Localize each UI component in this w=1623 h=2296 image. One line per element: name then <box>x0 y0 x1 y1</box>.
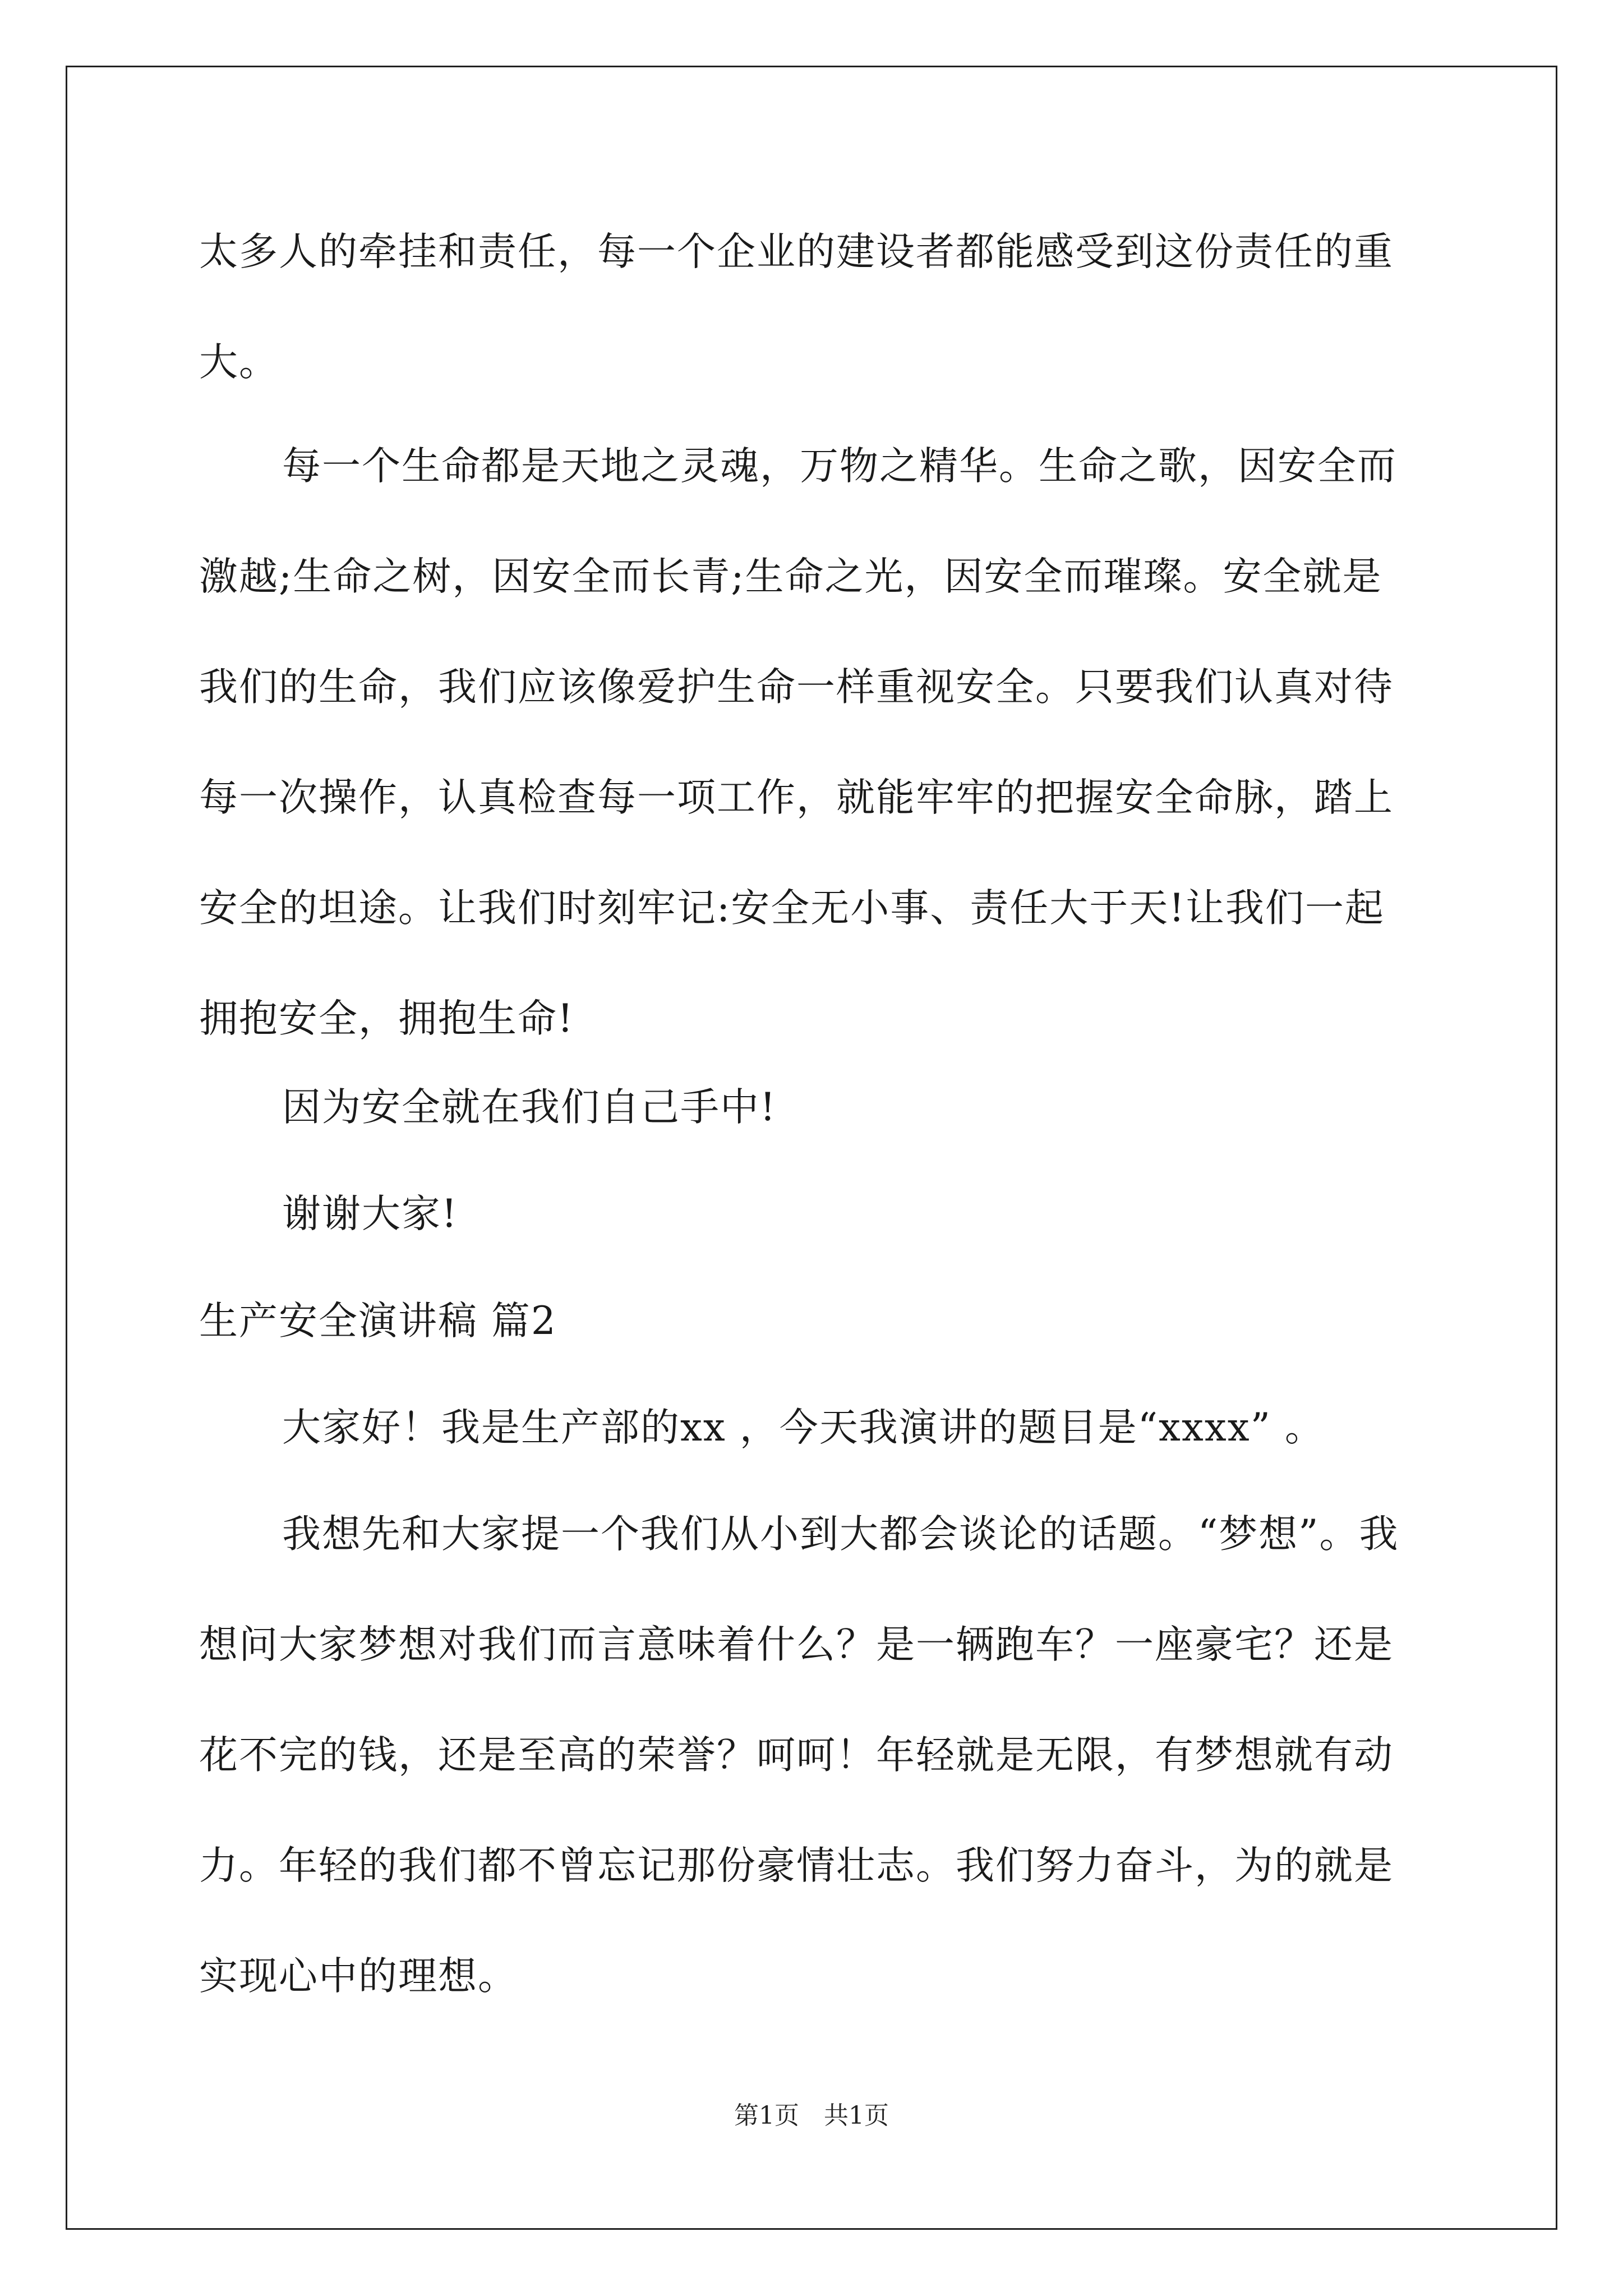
text-line: 因为安全就在我们自己手中! <box>282 1085 777 1130</box>
paragraph-thanks <box>199 1159 1427 1269</box>
paragraph-continued <box>199 197 1427 418</box>
text-line: 大。 <box>199 340 279 385</box>
paragraph-greeting <box>199 1373 1427 1483</box>
text-line: 想问大家梦想对我们而言意味着什么？是一辆跑车？一座豪宅？还是 <box>199 1622 1394 1667</box>
text-line: 实现心中的理想。 <box>199 1954 518 1999</box>
text-line: 太多人的牵挂和责任，每一个企业的建设者都能感受到这份责任的重 <box>199 229 1394 274</box>
text-line: 大家好！我是生产部的xx ，今天我演讲的题目是“xxxx” 。 <box>282 1405 1325 1450</box>
text-line: 激越;生命之树，因安全而长青;生命之光，因安全而璀璨。安全就是 <box>199 554 1382 599</box>
text-line: 力。年轻的我们都不曾忘记那份豪情壮志。我们努力奋斗，为的就是 <box>199 1843 1394 1888</box>
text-line: 花不完的钱，还是至高的荣誉？呵呵！年轻就是无限，有梦想就有动 <box>199 1733 1394 1778</box>
heading-text: 生产安全演讲稿 篇2 <box>199 1299 557 1343</box>
text-line: 谢谢大家! <box>282 1191 458 1236</box>
text-line: 每一次操作，认真检查每一项工作，就能牢牢的把握安全命脉，踏上 <box>199 775 1394 820</box>
paragraph-life <box>199 411 1427 1074</box>
text-line: 拥抱安全，拥抱生命! <box>199 996 574 1041</box>
section-heading <box>199 1266 1427 1377</box>
paragraph-safety-hands <box>199 1052 1427 1163</box>
text-line: 我们的生命，我们应该像爱护生命一样重视安全。只要我们认真对待 <box>199 665 1394 710</box>
text-line: 我想先和大家提一个我们从小到大都会谈论的话题。“梦想”。我 <box>282 1512 1399 1557</box>
text-line: 每一个生命都是天地之灵魂，万物之精华。生命之歌，因安全而 <box>282 444 1397 489</box>
paragraph-dream <box>199 1479 1427 2032</box>
text-line: 安全的坦途。让我们时刻牢记:安全无小事、责任大于天!让我们一起 <box>199 886 1385 931</box>
page-footer: 第1页 共1页 <box>734 2101 889 2130</box>
